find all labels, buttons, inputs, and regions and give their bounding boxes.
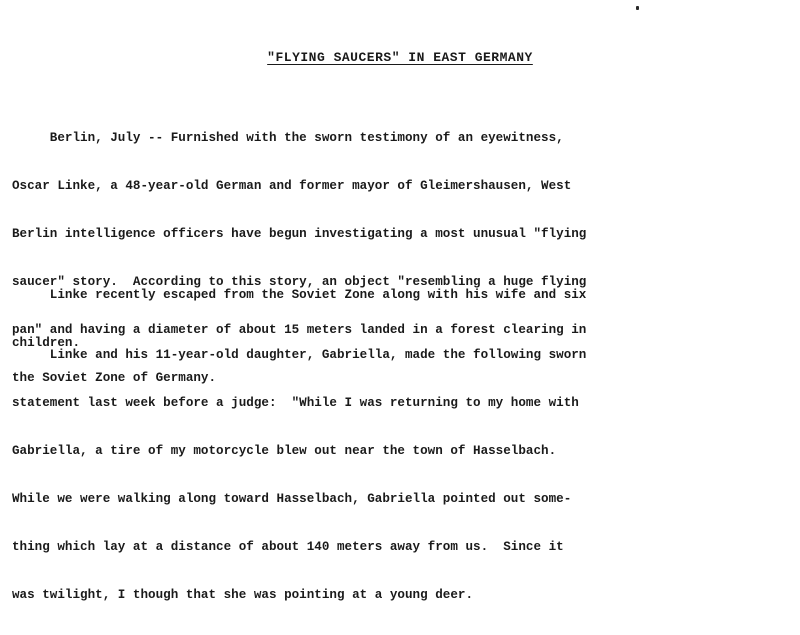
title-text: "FLYING SAUCERS" IN EAST GERMANY xyxy=(267,50,533,65)
text-line: Linke and his 11-year-old daughter, Gabriella, made the following sworn xyxy=(12,348,587,362)
document-title xyxy=(0,50,800,65)
text-line: children. xyxy=(12,336,81,350)
text-line: was twilight, I though that she was pointing at a young deer. xyxy=(12,588,474,602)
text-line: Gabriella, a tire of my motorcycle blew out near the town of Hasselbach. xyxy=(12,444,557,458)
text-line: statement last week before a judge: "While I was returning to my home with xyxy=(12,396,579,410)
text-line: Oscar Linke, a 48-year-old German and former mayor of Gleimershausen, West xyxy=(12,179,572,193)
text-line: Linke recently escaped from the Soviet Zone along with his wife and six xyxy=(12,288,587,302)
text-line: Berlin intelligence officers have begun investigating a most unusual "flying xyxy=(12,227,587,241)
text-line: thing which lay at a distance of about 140 meters away from us. Since it xyxy=(12,540,564,554)
text-line: saucer" story. According to this story, an object "resembling a huge flying xyxy=(12,275,587,289)
text-line: the Soviet Zone of Germany. xyxy=(12,371,217,385)
text-line: pan" and having a diameter of about 15 meters landed in a forest clearing in xyxy=(12,323,587,337)
ink-speck xyxy=(636,6,639,10)
text-line: While we were walking along toward Hasselbach, Gabriella pointed out some- xyxy=(12,492,572,506)
paragraph-3 xyxy=(12,315,792,635)
text-line: Berlin, July -- Furnished with the sworn testimony of an eyewitness, xyxy=(12,131,564,145)
